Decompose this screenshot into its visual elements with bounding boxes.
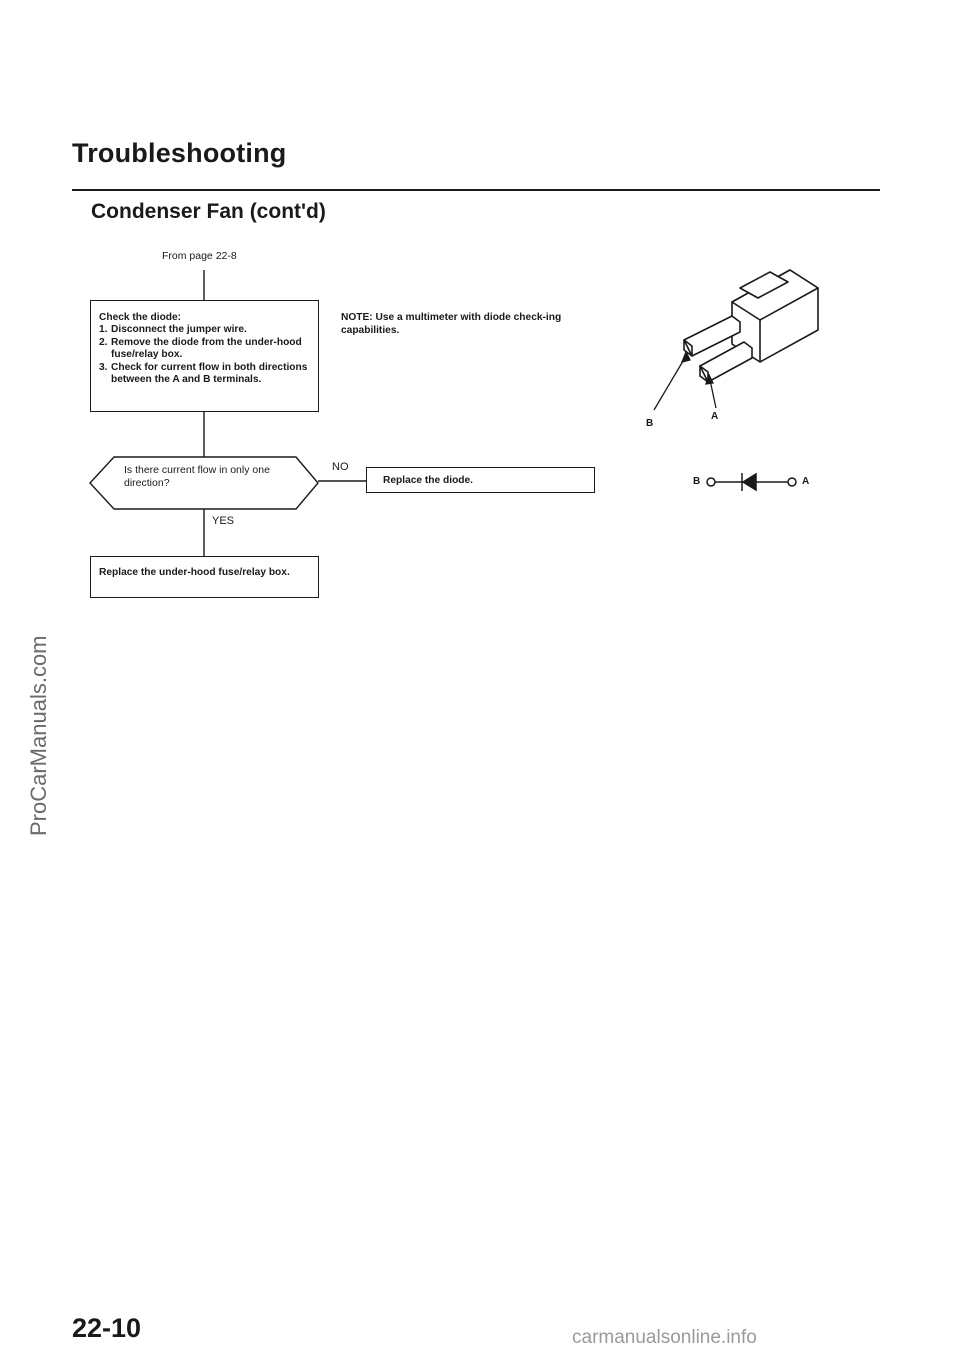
check-step: 1. Disconnect the jumper wire. — [99, 324, 247, 336]
bottom-watermark: carmanualsonline.info — [572, 1327, 757, 1348]
branch-no-label: NO — [332, 461, 349, 473]
from-page-reference: From page 22-8 — [162, 250, 237, 262]
replace-fuse-box: Replace the under-hood fuse/relay box. — [90, 556, 319, 598]
diode-symbol-icon — [702, 470, 802, 494]
check-diode-heading: Check the diode: — [99, 312, 182, 323]
connector-terminal-a-label: A — [711, 411, 719, 422]
symbol-terminal-b-label: B — [693, 476, 701, 487]
decision-question: Is there current flow in only one direction? — [124, 464, 270, 489]
branch-yes-label: YES — [212, 515, 235, 527]
connector-terminal-b-label: B — [646, 418, 654, 429]
multimeter-note: NOTE: Use a multimeter with diode check-ing capabilities. — [341, 312, 562, 336]
side-watermark: ProCarManuals.com — [26, 635, 51, 836]
check-step: 2. Remove the diode from the under-hood fuse/relay box. — [99, 336, 302, 361]
symbol-terminal-a-label: A — [802, 476, 810, 487]
diode-connector-illustration — [640, 262, 840, 422]
check-diode-box — [90, 300, 319, 412]
page-number: 22-10 — [72, 1313, 142, 1343]
replace-diode-box: Replace the diode. — [366, 467, 595, 493]
section-title: Troubleshooting — [72, 138, 287, 168]
check-steps-list — [99, 324, 310, 386]
subsection-title: Condenser Fan (cont'd) — [91, 200, 326, 223]
check-step: 3. Check for current flow in both directions between the A and B terminals. — [99, 361, 308, 386]
